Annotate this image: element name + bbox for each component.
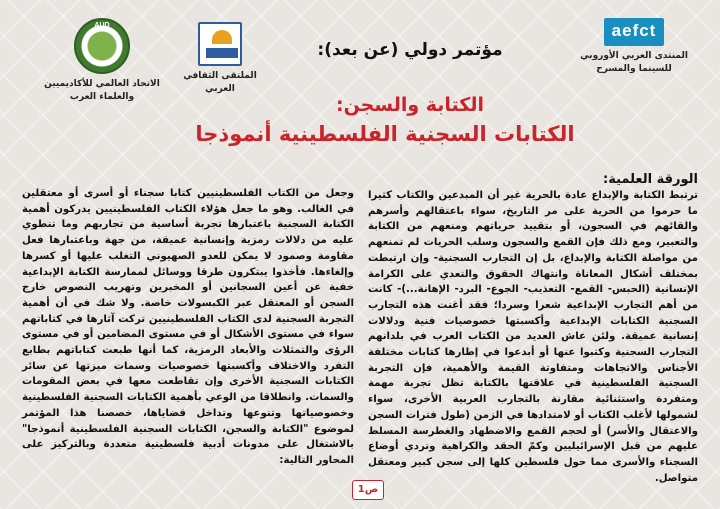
aefct-logo-block — [574, 18, 694, 76]
aud-caption — [42, 78, 162, 104]
cultural-forum-logo-block — [180, 22, 260, 96]
main-title: الكتابة والسجن: — [335, 94, 485, 116]
book-icon — [206, 48, 238, 58]
text-column-left — [22, 186, 354, 469]
aefct-caption-line1: المنتدى العربي الأوروبي — [580, 51, 688, 61]
cultural-forum-logo — [198, 22, 242, 66]
column-divider — [364, 190, 365, 480]
aefct-caption-line2: للسينما والمسرح — [596, 64, 672, 74]
section-label: الورقة العلمية: — [603, 172, 698, 187]
aefct-caption — [574, 50, 694, 76]
sun-icon — [212, 30, 232, 44]
paragraph-left: وجعل من الكتاب الفلسطينيين كتابا سجناء أو أسرى أو معتقلين في الغالب. وهو ما جعل هؤلاء الكتاب الفلسطينيين يدركون أهمية الكتابة السجنية باعتبارها تجربة أساسية من تجاربهم وما تنطوي عليه من دلالات رمزية وإنسانية عميقة، من جهة وباعتبارها فعل مقاومة وصمود لا يمكن للعدو الصهيوني التغلب عليها أو كسرها وإلغاءها. فأخذوا يبتكرون طرقا ووسائل لممارسة الكتابة الإبداعية خفية عن أعين السجانين أو المخبرين وتهريب النصوص خارج السجن أو المعتقل عبر الكبسولات خاصة. ولا شك في أن أهمية التجربة السجنية لدى الكتاب الفلسطينيين تركت آثارها في كتاباتهم سواء في مستوى الأشكال أو في مستوى المضامين أو في مستوى الرؤى والتمثلات والأبعاد الرمزية، كما أنها طبعت كتاباتهم بطابع التفرد والاختلاف وأكسبتها خصوصيات وسمات ميزتها عن سائر الكتابات السجنية الأخرى وإن تقاطعت معها في بعض المقومات والسمات. وانطلاقا من الوعي بأهمية الكتابات السجنية الفلسطينية وخصوصياتها وتنوعها وتداخل قضاياها، خصصنا هذا المؤتمر لموضوع "الكتابة والسجن، الكتابات السجنية الفلسطينية أنموذجا" بالاشتغال على مدونات أدبية فلسطينية متعددة وبالتركيز على المحاور التالية: — [22, 188, 354, 466]
aefct-logo: aefct — [604, 18, 665, 46]
paragraph-right: ترتبط الكتابة والإبداع عادة بالحرية غير أن المبدعين والكتاب كثيرا ما حرموا من الحرية على مر التاريخ، سواء باعتقالهم وأسرهم والقائهم في السجون، أو بتقييد حرياتهم ومنعهم من الكتابة والتعبير، ومع ذلك فإن القمع والسجون وسلب الحريات لم تمنعهم من مواصلة الكتابة والإبداع، بل إن التجارب السجنية- وإن ارتبطت بمختلف أشكال المعاناة وانتهاك الحقوق والتعدي على الكرامة الإنسانية (الحبس- القمع- التعذيب- الجوع- البرد- الإهانة...)- كانت من أهم التجارب الإبداعية شعرا وسردا؛ فقد أغنت هذه التجارب السجنية الكتابات الإبداعية وأكسبتها خصوصيات فنية ودلالات إنسانية عميقة. ولئن عاش العديد من الكتاب العرب في بلدانهم التجارب السجنية وكتبوا عنها أو أبدعوا في إطارها كتابات مختلفة الأجناس والاتجاهات ومتفاوتة القيمة والأهمية، فإن التجربة السجنية الفلسطينية في علاقتها بالكتابة تظل تجربة مهمة ومتفردة واستثنائية مقارنة بالتجارب العربية الأخرى، سواء لشمولها لأغلب الكتاب أو لامتدادها في الزمن (طول فترات السجن والاعتقال والأسر) أو لحجم القمع والاضطهاد والغطرسة المسلط عليهم من قبل الإسرائيليين وكمّ الحقد والكراهية وتردي أوضاع السجناء والأسرى مما حول فلسطين كلها إلى سجن كبير ومعتقل متواصل. — [368, 190, 698, 484]
text-column-right — [368, 188, 698, 486]
aud-seal-icon — [74, 18, 130, 74]
aud-caption-line1: الاتحاد العالمي للأكاديميين — [44, 79, 160, 89]
conference-title: مؤتمر دولي (عن بعد): — [317, 40, 503, 60]
sub-title: الكتابات السجنية الفلسطينية أنموذجا — [195, 122, 575, 146]
cultural-forum-caption: الملتقى الثقافي العربي — [183, 71, 257, 94]
aud-seal-text: AUD — [94, 22, 110, 29]
aud-caption-line2: والعلماء العرب — [69, 92, 135, 102]
aud-logo-block — [42, 18, 162, 104]
page-number: ص1 — [352, 480, 384, 500]
